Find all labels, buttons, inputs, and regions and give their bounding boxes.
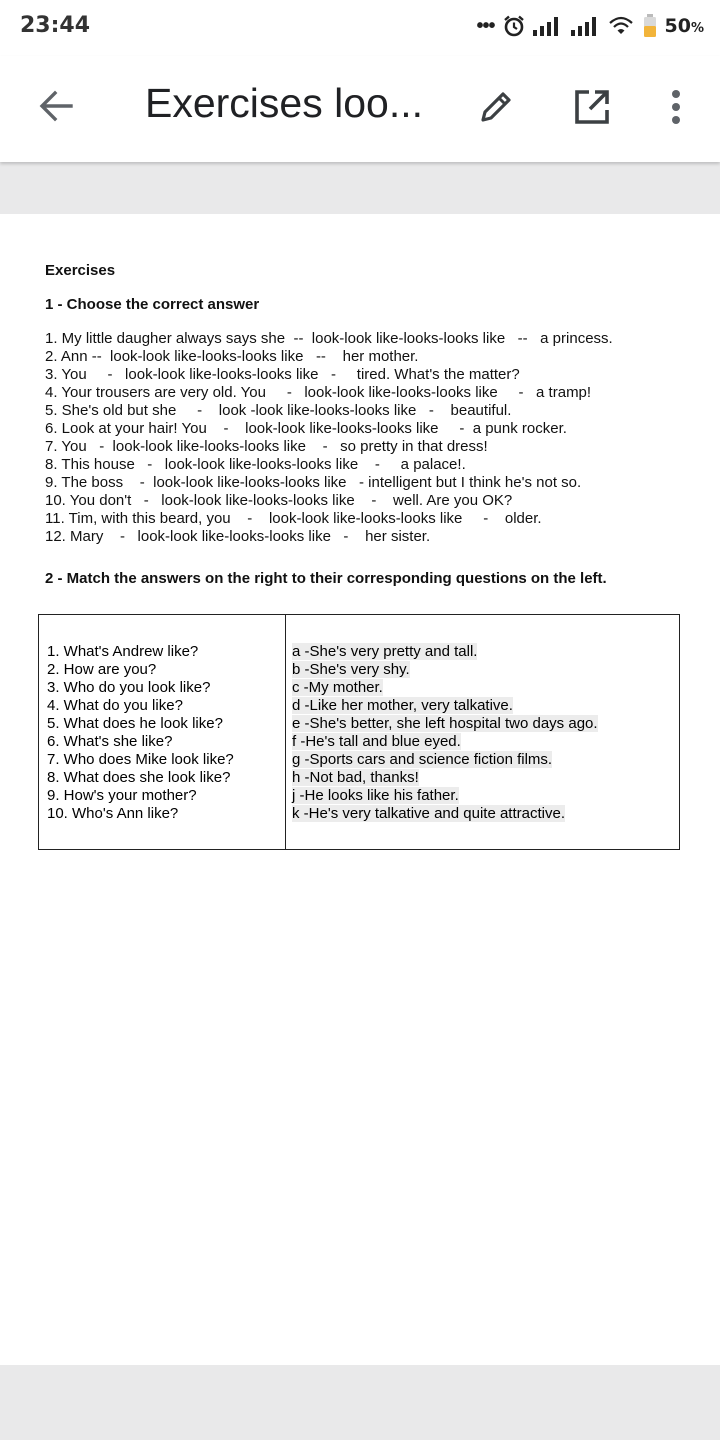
app-bar [0,56,720,162]
section2-title: 2 - Match the answers on the right to their corresponding questions on the left. [45,570,607,587]
exercise-list [45,330,685,546]
answer-item: c -My mother. [292,679,383,696]
edit-button[interactable] [472,83,520,131]
question-item: 6. What's she like? [47,733,173,750]
edit-pencil-icon [478,89,514,125]
document-content [45,262,685,590]
status-bar [0,0,720,56]
answer-item: k -He's very talkative and quite attractive. [292,805,565,822]
signal-icon [571,16,601,36]
question-item: 9. How's your mother? [47,787,197,804]
document-title: Exercises loo... [145,80,423,126]
exercise-line: 2. Ann -- look-look like-looks-looks like -- her mother. [45,348,419,365]
question-item: 5. What does he look like? [47,715,223,732]
answers-column [286,615,679,849]
more-options-button[interactable] [652,83,700,131]
question-item: 10. Who's Ann like? [47,805,179,822]
wifi-icon [609,16,635,36]
question-item: 4. What do you like? [47,697,183,714]
answer-item: h -Not bad, thanks! [292,769,419,786]
answer-item: a -She's very pretty and tall. [292,643,478,660]
question-item: 7. Who does Mike look like? [47,751,234,768]
answer-item: j -He looks like his father. [292,787,459,804]
document-page[interactable] [0,214,720,1365]
match-table [38,614,680,850]
status-icons [477,12,705,40]
answer-item: f -He's tall and blue eyed. [292,733,461,750]
question-item: 1. What's Andrew like? [47,643,199,660]
exercise-line: 10. You don't - look-look like-looks-looks like - well. Are you OK? [45,492,513,509]
answer-item: d -Like her mother, very talkative. [292,697,513,714]
document-heading: Exercises [45,262,116,279]
exercise-line: 3. You - look-look like-looks-looks like - tired. What's the matter? [45,366,520,383]
exercise-line: 7. You - look-look like-looks-looks like - so pretty in that dress! [45,438,488,455]
questions-column [39,615,286,849]
section1-title: 1 - Choose the correct answer [45,296,260,313]
exercise-line: 1. My little daugher always says she -- look-look like-looks-looks like -- a princess. [45,330,613,347]
battery-icon [643,14,657,38]
status-time: 23:44 [20,13,91,38]
open-external-icon [573,88,611,126]
question-item: 2. How are you? [47,661,157,678]
exercise-line: 12. Mary - look-look like-looks-looks like - her sister. [45,528,431,545]
more-vert-icon [670,89,682,125]
exercise-line: 8. This house - look-look like-looks-looks like - a palace!. [45,456,466,473]
exercise-line: 5. She's old but she - look -look like-looks-looks like - beautiful. [45,402,512,419]
back-arrow-icon [39,90,73,122]
question-item: 3. Who do you look like? [47,679,211,696]
question-item: 8. What does she look like? [47,769,231,786]
more-notifications-icon: ••• [476,14,495,37]
alarm-icon [503,15,525,37]
open-in-new-button[interactable] [568,83,616,131]
exercise-line: 11. Tim, with this beard, you - look-look like-looks-looks like - older. [45,510,542,527]
battery-percent: 50% [664,15,704,37]
back-button[interactable] [32,82,80,130]
exercise-line: 4. Your trousers are very old. You - look-look like-looks-looks like - a tramp! [45,384,592,401]
exercise-line: 6. Look at your hair! You - look-look like-looks-looks like - a punk rocker. [45,420,567,437]
answer-item: g -Sports cars and science fiction films. [292,751,553,768]
exercise-line: 9. The boss - look-look like-looks-looks like - intelligent but I think he's not so. [45,474,582,491]
signal-icon [533,16,563,36]
answer-item: e -She's better, she left hospital two days ago. [292,715,598,732]
answer-item: b -She's very shy. [292,661,410,678]
